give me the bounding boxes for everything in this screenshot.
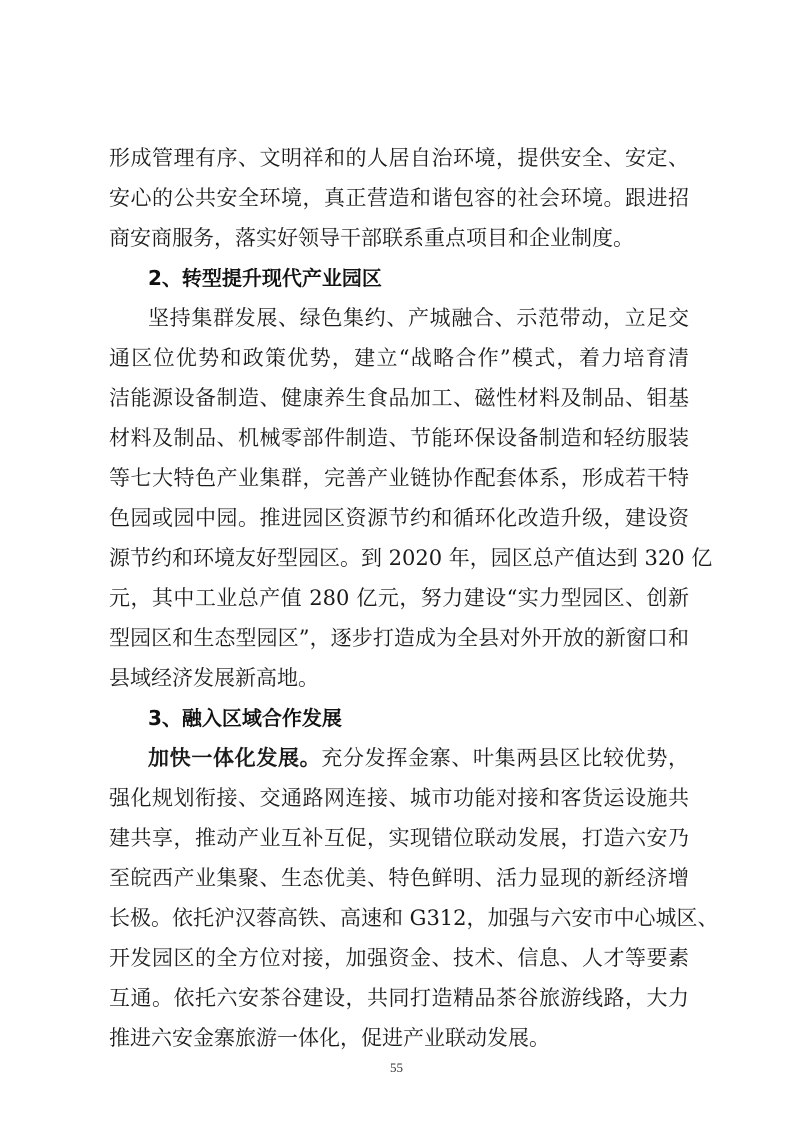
paragraph-line: 等七大特色产业集群，完善产业链协作配套体系，形成若干特: [109, 466, 689, 490]
paragraph-line: 通区位优势和政策优势，建立“战略合作”模式，着力培育清: [109, 346, 689, 370]
paragraph-line: 源节约和环境友好型园区。到 2020 年，园区总产值达到 320 亿: [109, 546, 713, 570]
paragraph-line: 推进六安金寨旅游一体化，促进产业联动发展。: [109, 1026, 550, 1050]
paragraph-line: 互通。依托六安茶谷建设，共同打造精品茶谷旅游线路，大力: [109, 986, 689, 1010]
paragraph-line: 洁能源设备制造、健康养生食品加工、磁性材料及制品、钼基: [109, 386, 689, 410]
page-number: 55: [390, 1060, 403, 1075]
paragraph-line: 县域经济发展新高地。: [109, 666, 319, 690]
paragraph-line: [148, 738, 689, 778]
paragraph-line: 元，其中工业总产值 280 亿元，努力建设“实力型园区、创新: [109, 586, 689, 610]
paragraph-line: 材料及制品、机械零部件制造、节能环保设备制造和轻纺服装: [109, 426, 689, 450]
paragraph-line: 开发园区的全方位对接，加强资金、技术、信息、人才等要素: [109, 946, 689, 970]
paragraph-line: 坚持集群发展、绿色集约、产城融合、示范带动，立足交: [148, 306, 689, 330]
paragraph-line: 形成管理有序、文明祥和的人居自治环境，提供安全、安定、: [109, 146, 689, 170]
paragraph-line: 商安商服务，落实好领导干部联系重点项目和企业制度。: [109, 226, 634, 250]
paragraph-line: 色园或园中园。推进园区资源节约和循环化改造升级，建设资: [109, 506, 689, 530]
paragraph-line: 建共享，推动产业互补互促，实现错位联动发展，打造六安乃: [109, 826, 689, 850]
paragraph-lead-phrase: 加快一体化发展。: [148, 746, 322, 770]
section-heading: 3、融入区域合作发展: [148, 706, 342, 730]
paragraph-line: 型园区和生态型园区”，逐步打造成为全县对外开放的新窗口和: [109, 626, 689, 650]
paragraph-line: 强化规划衔接、交通路网连接、城市功能对接和客货运设施共: [109, 786, 689, 810]
paragraph-text: 充分发挥金寨、叶集两县区比较优势，: [321, 746, 690, 770]
paragraph-line: 长极。依托沪汉蓉高铁、高速和 G312，加强与六安市中心城区、: [109, 906, 719, 930]
section-heading: 2、转型提升现代产业园区: [148, 266, 382, 290]
paragraph-line: 至皖西产业集聚、生态优美、特色鲜明、活力显现的新经济增: [109, 866, 689, 890]
paragraph-line: 安心的公共安全环境，真正营造和谐包容的社会环境。跟进招: [109, 186, 689, 210]
